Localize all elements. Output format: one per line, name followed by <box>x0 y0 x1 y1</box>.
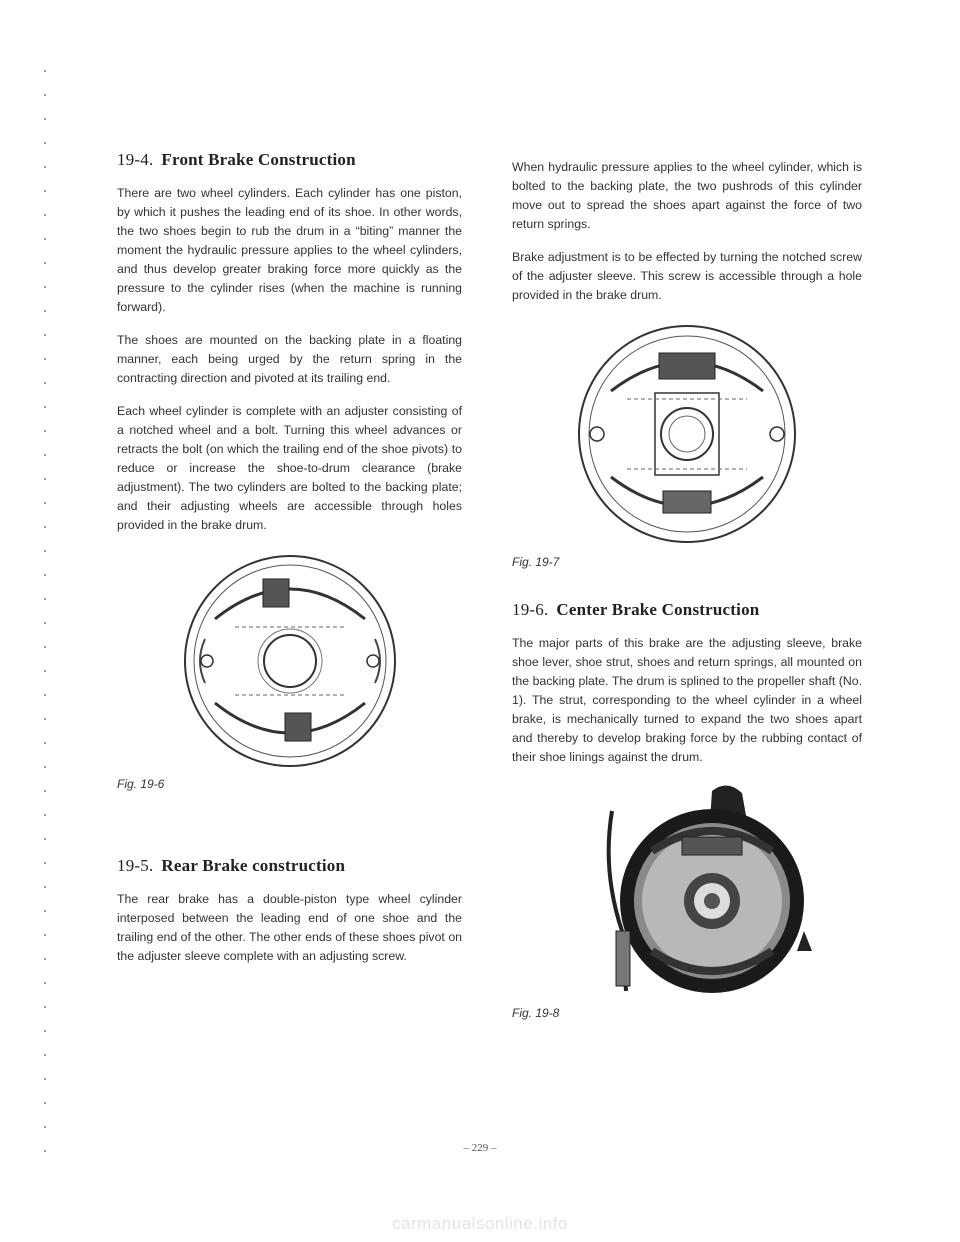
section-heading-front-brake <box>117 150 462 170</box>
section-title: Center Brake Construction <box>556 600 760 619</box>
front-brake-drawing <box>175 549 405 769</box>
paragraph: There are two wheel cylinders. Each cylinder has one piston, by which it pushes the leading end of its shoe. In other words, the two shoes begin to rub the drum in a “biting” manner the moment the hydraulic pressure applies to the wheel cylinders, and thus develop greater braking force more quickly as the pressure to the cylinder rises (when the machine is running forward). <box>117 186 462 314</box>
figure-caption-19-6: Fig. 19-6 <box>117 777 165 791</box>
paragraph: The major parts of this brake are the adjusting sleeve, brake shoe lever, shoe strut, shoes and return springs, all mounted on the backing plate. The drum is splined to the propeller shaft (No. 1). The strut, corresponding to the wheel cylinder in a wheel brake, is mechanically turned to expand the two shoes apart and thereby to develop braking force by the rubbing contact of their shoe linings against the drum. <box>512 636 862 764</box>
section-heading-center-brake <box>512 600 862 620</box>
right-column <box>512 158 862 1023</box>
left-column <box>117 150 462 980</box>
center-brake-photo <box>572 781 812 1006</box>
page-number: – 229 – <box>463 1142 497 1154</box>
scan-margin-dots <box>44 70 50 1180</box>
section-number: 19-5. <box>117 856 154 875</box>
section-heading-rear-brake <box>117 856 462 876</box>
section-number: 19-4. <box>117 150 154 169</box>
paragraph: The shoes are mounted on the backing plate in a floating manner, each being urged by the return spring in the contracting direction and pivoted at its trailing end. <box>117 333 462 385</box>
paragraph: Each wheel cylinder is complete with an adjuster consisting of a notched wheel and a bolt. Turning this wheel advances or retracts the bolt (on which the trailing end of the shoe pivots) to reduce or increase the shoe-to-drum clearance (brake adjustment). The two cylinders are bolted to the backing plate; and their adjusting wheels are accessible through holes provided in the brake drum. <box>117 404 462 532</box>
figure-caption-19-8: Fig. 19-8 <box>512 1006 560 1020</box>
paragraph: When hydraulic pressure applies to the wheel cylinder, which is bolted to the backing plate, the two pushrods of this cylinder move out to spread the shoes apart against the force of two return springs. <box>512 160 862 231</box>
paragraph: Brake adjustment is to be effected by turning the notched screw of the adjuster sleeve. This screw is accessible through a hole provided in the brake drum. <box>512 250 862 302</box>
section-title: Front Brake Construction <box>161 150 356 169</box>
rear-brake-drawing <box>567 319 807 549</box>
section-title: Rear Brake construction <box>161 856 346 875</box>
section-number: 19-6. <box>512 600 549 619</box>
paragraph: The rear brake has a double-piston type wheel cylinder interposed between the leading end of one shoe and the trailing end of the other. The other ends of these shoes pivot on the adjuster sleeve complete with an adjusting screw. <box>117 892 462 963</box>
figure-caption-19-7: Fig. 19-7 <box>512 555 560 569</box>
watermark-footer: carmanualsonline.info <box>392 1214 568 1233</box>
